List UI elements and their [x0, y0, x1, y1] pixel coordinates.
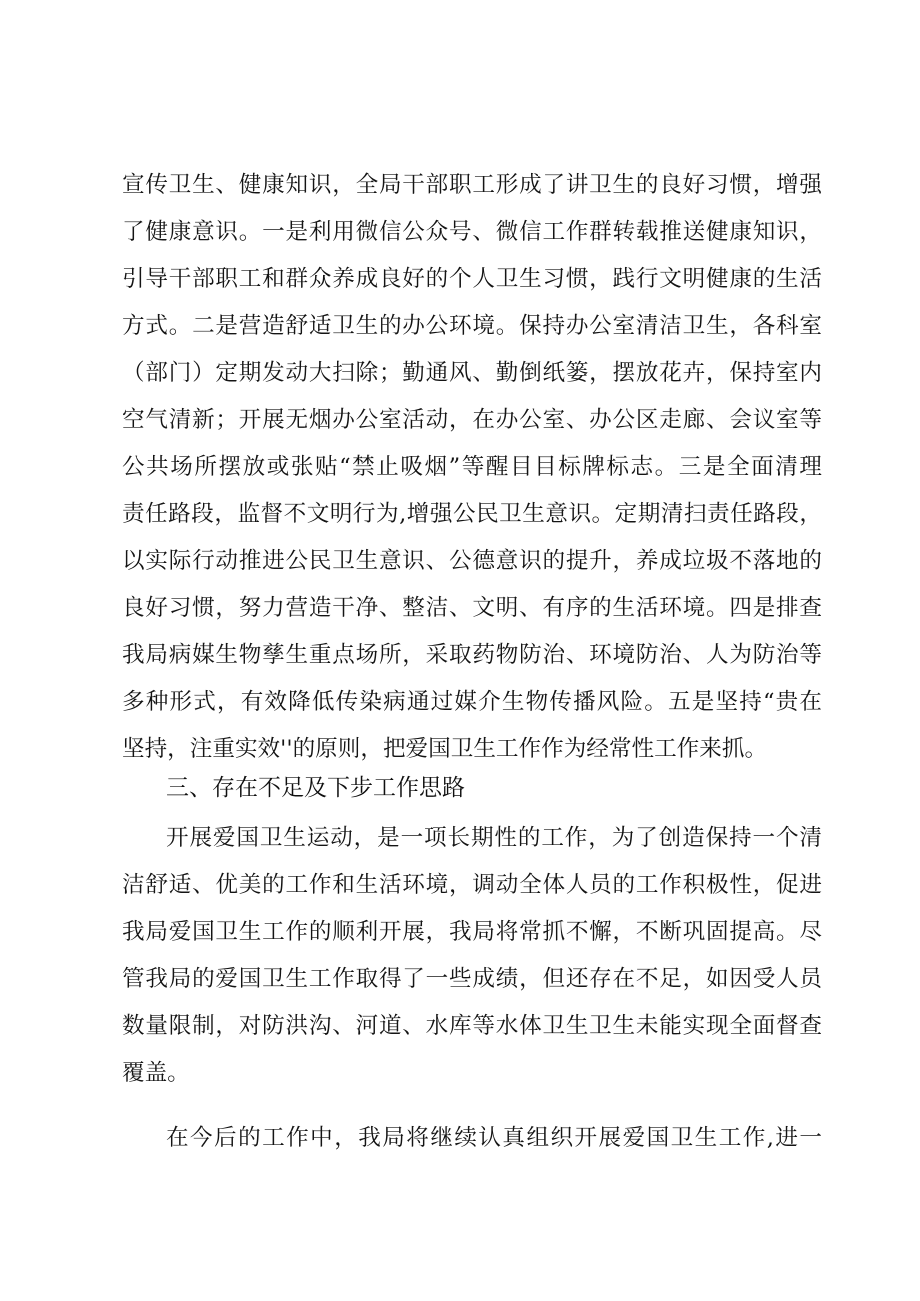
paragraph-line: 我局爱国卫生工作的顺利开展，我局将常抓不懈，不断巩固提高。尽 [122, 919, 822, 945]
paragraph-line: 公共场所摆放或张贴“禁止吸烟”等醒目目标牌标志。三是全面清理 [122, 454, 822, 480]
paragraph-line: 多种形式，有效降低传染病通过媒介生物传播风险。五是坚持“贵在 [122, 689, 822, 715]
paragraph-line: 数量限制，对防洪沟、河道、水库等水体卫生卫生未能实现全面督查 [122, 1013, 822, 1039]
paragraph-line: 坚持，注重实效''的原则，把爱国卫生工作作为经常性工作来抓。 [122, 736, 768, 762]
paragraph-line: （部门）定期发动大扫除；勤通风、勤倒纸篓，摆放花卉，保持室内 [122, 360, 822, 386]
paragraph-line: 了健康意识。一是利用微信公众号、微信工作群转载推送健康知识， [122, 219, 822, 245]
paragraph-line: 宣传卫生、健康知识，全局干部职工形成了讲卫生的良好习惯，增强 [122, 172, 822, 198]
paragraph-line: 良好习惯，努力营造干净、整洁、文明、有序的生活环境。四是排查 [122, 595, 822, 621]
paragraph-line: 引导干部职工和群众养成良好的个人卫生习惯，践行文明健康的生活 [122, 266, 822, 292]
section-heading: 三、存在不足及下步工作思路 [166, 775, 465, 801]
paragraph-line: 以实际行动推进公民卫生意识、公德意识的提升，养成垃圾不落地的 [122, 548, 822, 574]
paragraph-line: 管我局的爱国卫生工作取得了一些成绩，但还存在不足，如因受人员 [122, 966, 822, 992]
paragraph-line: 洁舒适、优美的工作和生活环境，调动全体人员的工作积极性，促进 [122, 872, 822, 898]
paragraph-line: 开展爱国卫生运动，是一项长期性的工作，为了创造保持一个清 [166, 825, 822, 851]
paragraph-line: 责任路段，监督不文明行为,增强公民卫生意识。定期清扫责任路段， [122, 501, 822, 527]
paragraph-line: 方式。二是营造舒适卫生的办公环境。保持办公室清洁卫生，各科室 [122, 313, 822, 339]
paragraph-line: 覆盖。 [122, 1060, 190, 1086]
paragraph-line: 空气清新；开展无烟办公室活动，在办公室、办公区走廊、会议室等 [122, 407, 822, 433]
paragraph-line: 在今后的工作中，我局将继续认真组织开展爱国卫生工作,进一 [166, 1125, 822, 1151]
paragraph-line: 我局病媒生物孳生重点场所，采取药物防治、环境防治、人为防治等 [122, 642, 822, 668]
